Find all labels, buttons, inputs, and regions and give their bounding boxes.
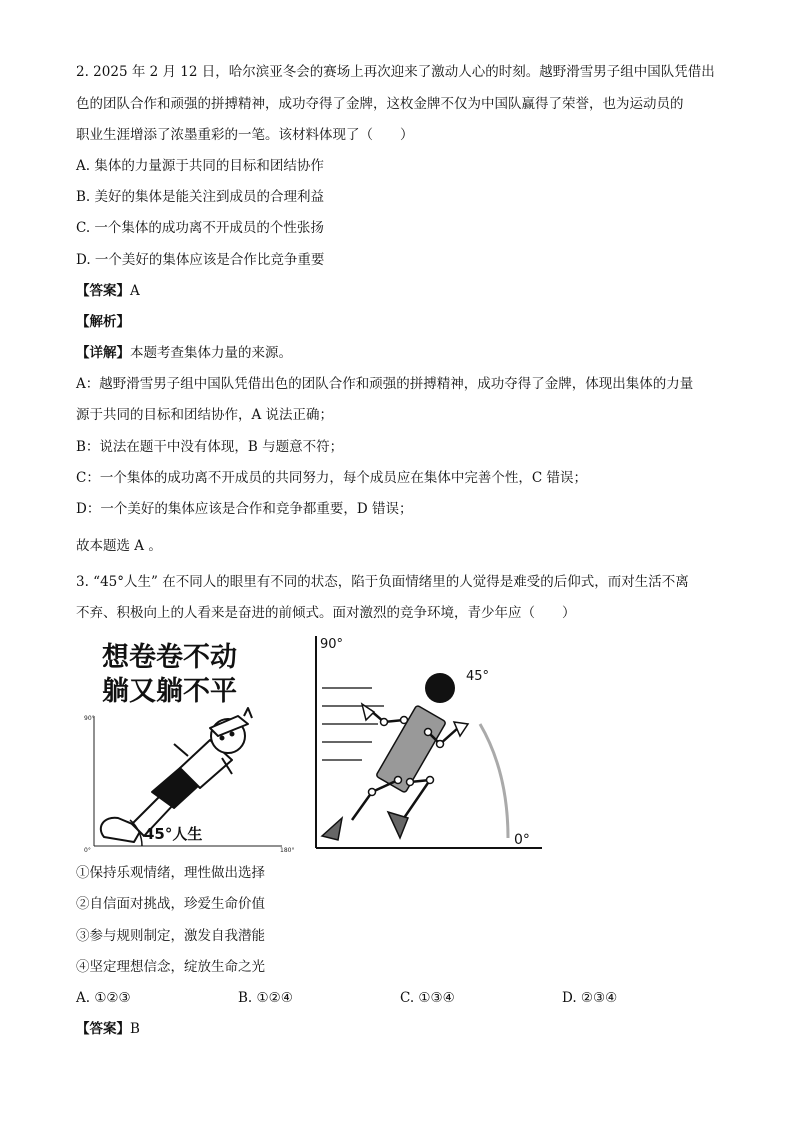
q3-choice-a: A. ①②③ xyxy=(76,990,131,1006)
q2-analysis-tag: 【解析】 xyxy=(76,314,130,330)
speed-lines xyxy=(322,688,384,760)
q3-statement-4: ④坚定理想信念，绽放生命之光 xyxy=(76,959,265,975)
q2-option-d: D. 一个美好的集体应该是合作比竞争重要 xyxy=(76,252,325,268)
q3-choice-d: D. ②③④ xyxy=(562,990,618,1006)
q2-answer-value: A xyxy=(130,283,140,299)
q3-stem-line-2: 不弃、积极向上的人看来是奋进的前倾式。面对激烈的竞争环境，青少年应（ ） xyxy=(76,605,576,621)
figure-45-life-cartoon xyxy=(82,632,300,854)
q2-stem-line-3: 职业生涯增添了浓墨重彩的一笔。该材料体现了（ ） xyxy=(76,127,414,143)
runner-figure-icon xyxy=(322,673,468,840)
right-axis-zero-label: 0° xyxy=(514,832,530,848)
q2-answer-tag: 【答案】 xyxy=(76,283,130,299)
q2-analysis xyxy=(76,312,130,332)
q2-answer xyxy=(76,281,140,301)
q2-explain-line-2: 源于共同的目标和团结协作，A 说法正确； xyxy=(76,407,334,423)
q3-choice-b: B. ①②④ xyxy=(238,990,293,1006)
q2-stem-line-2: 色的团队合作和顽强的拼搏精神，成功夺得了金牌，这枚金牌不仅为中国队赢得了荣誉，也为运动员的 xyxy=(76,96,684,112)
left-axis-end-label: 180° xyxy=(280,847,295,854)
right-angle-label: 45° xyxy=(466,669,490,684)
q3-answer-tag: 【答案】 xyxy=(76,1021,130,1037)
q2-detail-tag: 【详解】 xyxy=(76,345,130,361)
q2-explain-line-1: A：越野滑雪男子组中国队凭借出色的团队合作和顽强的拼搏精神，成功夺得了金牌，体现出集体的力量 xyxy=(76,376,694,392)
q2-explain-c: C：一个集体的成功离不开成员的共同努力，每个成员应在集体中完善个性，C 错误； xyxy=(76,470,587,486)
q3-answer-value: B xyxy=(130,1021,140,1037)
figure-running-forward xyxy=(312,632,544,854)
right-axis-top-label: 90° xyxy=(320,637,344,652)
figure-caption-line-1: 想卷卷不动 xyxy=(102,642,237,673)
left-axis-origin-label: 0° xyxy=(84,847,91,854)
q2-stem-line-1: 2. 2025 年 2 月 12 日，哈尔滨亚冬会的赛场上再次迎来了激动人心的时刻。越野滑雪男子组中国队凭借出 xyxy=(76,64,715,80)
q3-stem-line-1: 3. “45°人生” 在不同人的眼里有不同的状态，陷于负面情绪里的人觉得是难受的后仰式，而对生活不离 xyxy=(76,574,689,590)
q2-explain-b: B：说法在题干中没有体现，B 与题意不符； xyxy=(76,439,344,455)
q2-conclusion: 故本题选 A 。 xyxy=(76,538,162,554)
leaning-person-icon xyxy=(101,708,252,842)
figure-caption-line-2: 躺又躺不平 xyxy=(102,676,237,707)
q3-answer xyxy=(76,1019,140,1039)
left-axis-top-label: 90° xyxy=(84,715,95,722)
q3-statement-2: ②自信面对挑战，珍爱生命价值 xyxy=(76,896,265,912)
q2-explain-d: D：一个美好的集体应该是合作和竞争都重要，D 错误； xyxy=(76,501,413,517)
q2-detail-text: 本题考查集体力量的来源。 xyxy=(130,345,292,361)
q3-choice-c: C. ①③④ xyxy=(400,990,455,1006)
q2-detail xyxy=(76,343,292,363)
q2-option-a: A. 集体的力量源于共同的目标和团结协作 xyxy=(76,158,324,174)
q3-statement-3: ③参与规则制定，激发自我潜能 xyxy=(76,928,265,944)
figure-45-life-label: 45°人生 xyxy=(144,825,203,843)
q2-option-b: B. 美好的集体是能关注到成员的合理利益 xyxy=(76,189,325,205)
right-angle-arc xyxy=(480,724,508,838)
q3-statement-1: ①保持乐观情绪，理性做出选择 xyxy=(76,865,265,881)
q2-option-c: C. 一个集体的成功离不开成员的个性张扬 xyxy=(76,220,324,236)
